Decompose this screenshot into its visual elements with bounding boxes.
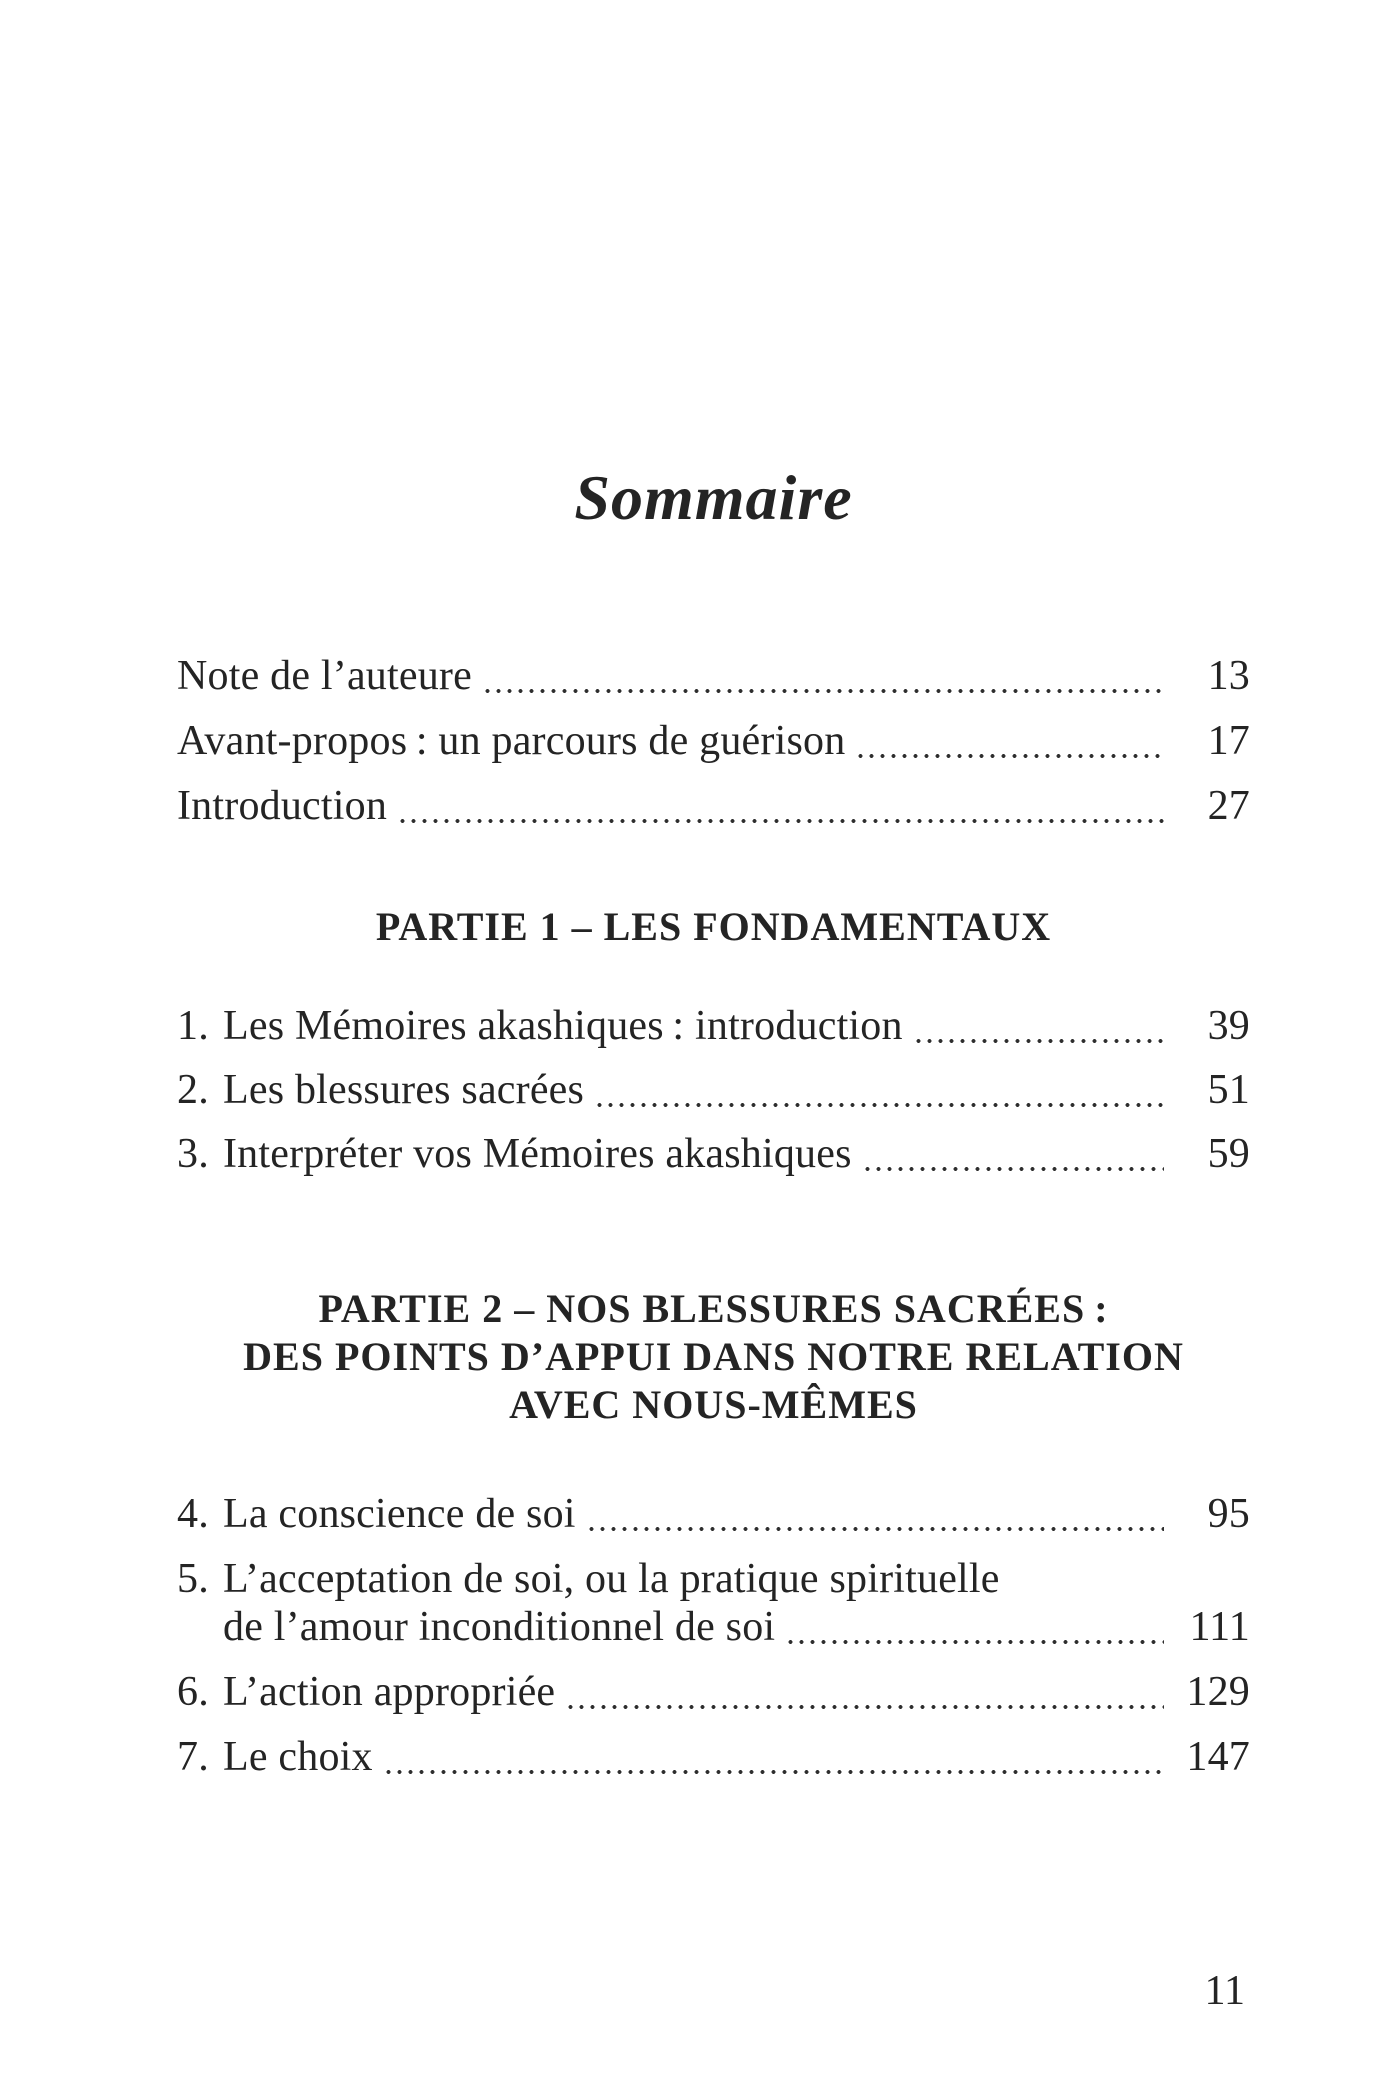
dot-leader bbox=[482, 689, 1164, 693]
entry-page-number: 59 bbox=[1207, 1131, 1250, 1177]
dot-leader bbox=[594, 1103, 1164, 1107]
part-heading-line: PARTIE 1 – LES FONDAMENTAUX bbox=[375, 904, 1052, 949]
entry-number: 3. bbox=[177, 1131, 209, 1177]
entry-number: 4. bbox=[177, 1491, 209, 1537]
toc-entry bbox=[177, 1002, 1250, 1050]
entry-label: Le choix bbox=[223, 1734, 373, 1780]
toc-entry bbox=[177, 1130, 1250, 1178]
dot-leader bbox=[785, 1640, 1164, 1644]
entry-label: Avant-propos : un parcours de guérison bbox=[177, 718, 846, 764]
toc-entry bbox=[177, 1066, 1250, 1114]
entry-page-number: 13 bbox=[1207, 653, 1250, 699]
toc-entry bbox=[177, 1490, 1250, 1538]
section-entry-list bbox=[177, 1490, 1250, 1781]
toc-entry bbox=[177, 1668, 1250, 1716]
entry-page-number: 95 bbox=[1207, 1491, 1250, 1537]
dot-leader bbox=[383, 1770, 1164, 1774]
toc-entry-line bbox=[177, 1668, 1250, 1716]
entry-page-number: 39 bbox=[1207, 1003, 1250, 1049]
dot-leader bbox=[397, 819, 1164, 823]
entry-label: L’acceptation de soi, ou la pratique spirituelle bbox=[223, 1556, 1000, 1602]
entry-page-number: 17 bbox=[1207, 718, 1250, 764]
toc-sections bbox=[177, 830, 1250, 1781]
part-heading bbox=[177, 903, 1250, 951]
toc-entry-line bbox=[177, 652, 1250, 700]
entry-label: La conscience de soi bbox=[223, 1491, 576, 1537]
folio-page-number: 11 bbox=[1204, 1968, 1245, 2014]
toc-entry-line bbox=[177, 1002, 1250, 1050]
toc-entry-line bbox=[177, 782, 1250, 830]
toc-entry-line bbox=[177, 1130, 1250, 1178]
entry-number: 2. bbox=[177, 1067, 209, 1113]
toc-entry-line bbox=[177, 1490, 1250, 1538]
dot-leader bbox=[586, 1527, 1164, 1531]
entry-label: Interpréter vos Mémoires akashiques bbox=[223, 1131, 852, 1177]
entry-page-number: 111 bbox=[1189, 1604, 1250, 1650]
part-heading-line: DES POINTS D’APPUI DANS NOTRE RELATION bbox=[243, 1334, 1184, 1379]
entry-label: Note de l’auteure bbox=[177, 653, 472, 699]
toc-title: Sommaire bbox=[574, 462, 853, 533]
toc-entry bbox=[177, 782, 1250, 830]
entry-number: 1. bbox=[177, 1003, 209, 1049]
toc-entry bbox=[177, 1555, 1250, 1651]
part-heading-line: PARTIE 2 – NOS BLESSURES SACRÉES : bbox=[318, 1286, 1109, 1331]
toc-section bbox=[177, 903, 1250, 1178]
toc-entry-line bbox=[177, 1733, 1250, 1781]
front-matter-list bbox=[177, 652, 1250, 830]
toc-entry bbox=[177, 1733, 1250, 1781]
toc-entry-line bbox=[177, 1603, 1250, 1651]
entry-page-number: 51 bbox=[1207, 1067, 1250, 1113]
dot-leader bbox=[913, 1039, 1164, 1043]
entry-number: 5. bbox=[177, 1556, 209, 1602]
entry-number bbox=[177, 1603, 223, 1651]
entry-number: 7. bbox=[177, 1734, 209, 1780]
toc-entry-line bbox=[177, 1066, 1250, 1114]
entry-label: de l’amour inconditionnel de soi bbox=[223, 1604, 776, 1650]
toc-entry-line bbox=[177, 717, 1250, 765]
toc-entry bbox=[177, 717, 1250, 765]
entry-label: L’action appropriée bbox=[223, 1669, 556, 1715]
part-heading-line: AVEC NOUS-MÊMES bbox=[509, 1382, 918, 1427]
part-heading bbox=[177, 1285, 1250, 1429]
entry-page-number: 27 bbox=[1207, 783, 1250, 829]
dot-leader bbox=[862, 1167, 1164, 1171]
entry-page-number: 147 bbox=[1186, 1734, 1250, 1780]
toc-entry-line bbox=[177, 1555, 1250, 1603]
entry-label: Les blessures sacrées bbox=[223, 1067, 585, 1113]
entry-label: Introduction bbox=[177, 783, 388, 829]
section-entry-list bbox=[177, 1002, 1250, 1178]
dot-leader bbox=[855, 754, 1164, 758]
dot-leader bbox=[565, 1705, 1164, 1709]
entry-page-number: 129 bbox=[1186, 1669, 1250, 1715]
toc-section bbox=[177, 1285, 1250, 1781]
entry-label: Les Mémoires akashiques : introduction bbox=[223, 1003, 903, 1049]
toc-entry bbox=[177, 652, 1250, 700]
entry-number: 6. bbox=[177, 1669, 209, 1715]
